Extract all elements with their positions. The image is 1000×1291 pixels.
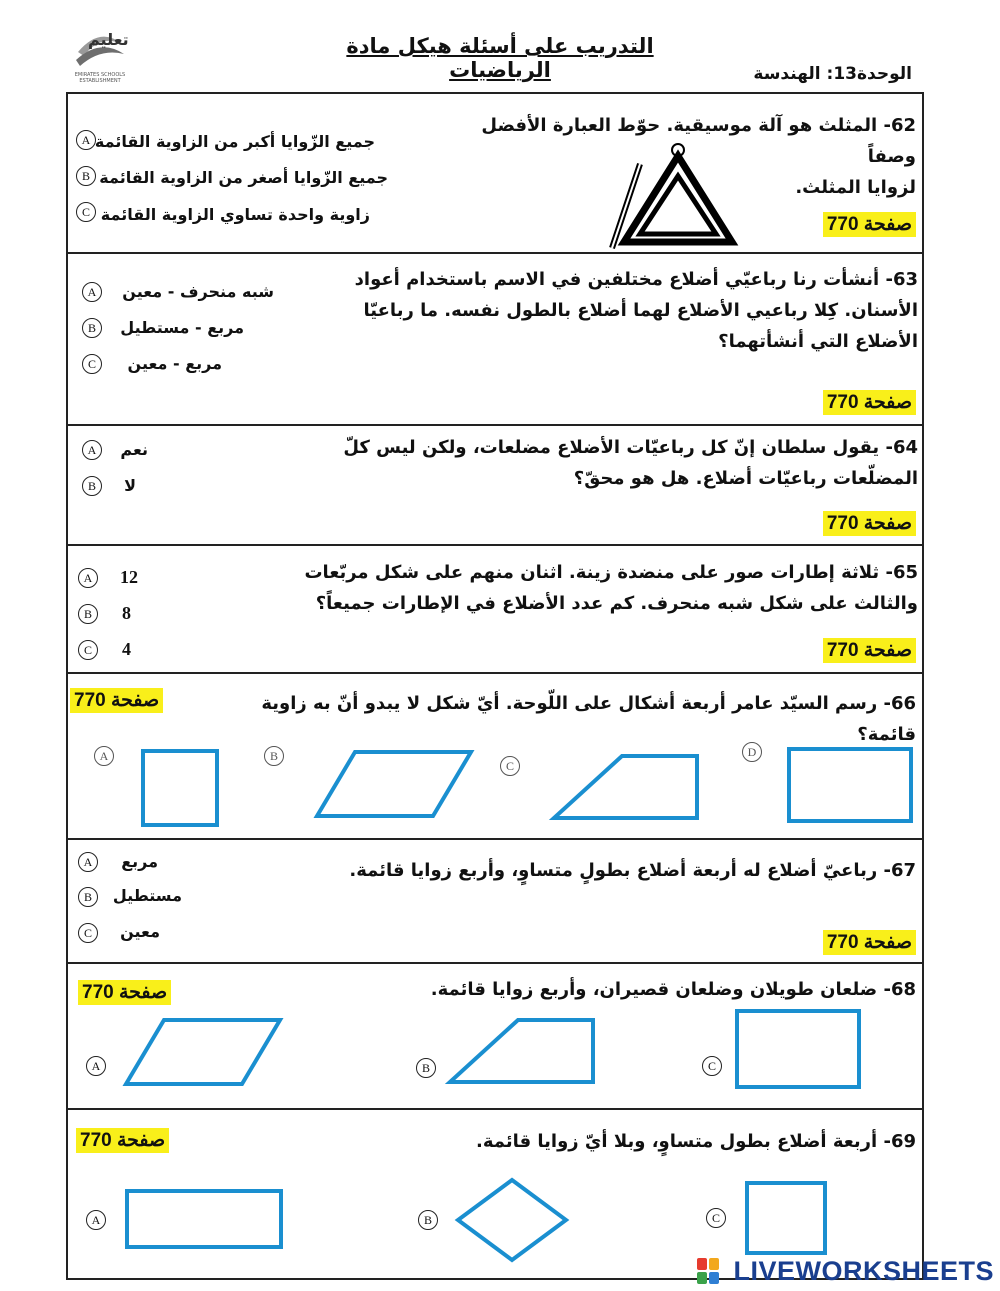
question-text-line: 64- يقول سلطان إنّ كل رباعيّات الأضلاع مضلعات، ولكن ليس كلّ: [343, 437, 918, 458]
option-text[interactable]: مربع: [121, 852, 158, 871]
question-text-line: 62- المثلث هو آلة موسيقية. حوّط العبارة الأفضل وصفاً: [481, 115, 916, 167]
page-reference: صفحة 770: [823, 212, 916, 237]
option-text[interactable]: 4: [122, 639, 131, 659]
option-text[interactable]: جميع الزّوايا أصغر من الزاوية القائمة: [99, 168, 388, 187]
option-letter-a[interactable]: A: [86, 1210, 106, 1230]
page-reference: صفحة 770: [823, 390, 916, 415]
question-text-line: 68- ضلعان طويلان وضلعان قصيران، وأربع زوايا قائمة.: [430, 979, 916, 1000]
trapezoid-shape[interactable]: [448, 1018, 598, 1086]
question-65: [298, 557, 918, 619]
question-69: [316, 1126, 916, 1157]
option-text[interactable]: جميع الزّوايا أكبر من الزاوية القائمة: [94, 132, 375, 151]
parallelogram-shape[interactable]: [124, 1018, 284, 1088]
page-reference: صفحة 770: [823, 930, 916, 955]
watermark: LIVEWORKSHEETS: [733, 1256, 994, 1286]
question-text-line: 63- أنشأت رنا رباعيّي أضلاع مختلفين في الاسم باستخدام أعواد: [354, 269, 918, 290]
page-reference: صفحة 770: [823, 638, 916, 663]
option-letter-b[interactable]: B: [264, 746, 284, 766]
option-letter-a[interactable]: A: [82, 440, 102, 460]
option-letter-c[interactable]: C: [78, 640, 98, 660]
question-63: [348, 264, 918, 357]
question-text-line: 67- رباعيّ أضلاع له أربعة أضلاع بطولٍ متساوٍ، وأربع زوايا قائمة.: [349, 860, 916, 881]
page-reference: صفحة 770: [78, 980, 171, 1005]
question-67: [316, 855, 916, 886]
question-text-line: 69- أربعة أضلاع بطول متساوٍ، وبلا أيّ زوايا قائمة.: [476, 1131, 916, 1152]
unit-label: الوحدة13: الهندسة: [753, 64, 912, 84]
option-letter-c[interactable]: C: [76, 202, 96, 222]
option-letter-c[interactable]: C: [500, 756, 520, 776]
liveworksheets-icon: [697, 1258, 723, 1286]
page-reference: صفحة 770: [70, 688, 163, 713]
option-letter-c[interactable]: C: [702, 1056, 722, 1076]
question-66: [216, 688, 916, 750]
option-letter-b[interactable]: B: [76, 166, 96, 186]
question-text-line: الأسنان. كِلا رباعيي الأضلاع لهما أضلاع بالطول نفسه. ما رباعيّا: [363, 300, 918, 321]
question-text-line: لزوايا المثلث.: [795, 177, 916, 198]
question-68: [316, 974, 916, 1005]
option-letter-d[interactable]: D: [742, 742, 762, 762]
section-divider: [66, 838, 924, 840]
question-text-line: الأضلاع التي أنشأتهما؟: [718, 331, 918, 352]
option-letter-b[interactable]: B: [82, 476, 102, 496]
option-letter-c[interactable]: C: [78, 923, 98, 943]
logo-text: تعليم: [88, 30, 129, 49]
parallelogram-shape[interactable]: [315, 750, 475, 820]
option-letter-c[interactable]: C: [706, 1208, 726, 1228]
rhombus-shape[interactable]: [456, 1178, 568, 1262]
option-text[interactable]: مستطيل: [112, 886, 182, 905]
option-text[interactable]: زاوية واحدة تساوي الزاوية القائمة: [100, 205, 370, 224]
square-shape[interactable]: [734, 1008, 862, 1090]
option-text[interactable]: نعم: [120, 440, 148, 459]
option-letter-b[interactable]: B: [416, 1058, 436, 1078]
page-title: التدريب على أسئلة هيكل مادة الرياضيات: [346, 34, 654, 82]
option-text[interactable]: مربع - مستطيل: [120, 318, 244, 337]
option-letter-a[interactable]: A: [86, 1056, 106, 1076]
section-divider: [66, 544, 924, 546]
option-letter-b[interactable]: B: [82, 318, 102, 338]
section-divider: [66, 424, 924, 426]
square-shape[interactable]: [140, 748, 220, 828]
logo-subtext: EMIRATES SCHOOLS ESTABLISHMENT: [74, 72, 126, 84]
option-letter-b[interactable]: B: [78, 887, 98, 907]
option-text[interactable]: معين: [120, 922, 160, 941]
page-reference: صفحة 770: [76, 1128, 169, 1153]
question-text-line: 65- ثلاثة إطارات صور على منضدة زينة. اثنان منهم على شكل مربّعات: [304, 562, 918, 583]
question-text-line: المضلّعات رباعيّات أضلاع. هل هو محقّ؟: [573, 468, 918, 489]
option-letter-b[interactable]: B: [418, 1210, 438, 1230]
option-letter-a[interactable]: A: [78, 568, 98, 588]
option-letter-a[interactable]: A: [76, 130, 96, 150]
emirates-schools-logo: [70, 24, 130, 94]
option-text[interactable]: لا: [124, 476, 136, 495]
option-letter-c[interactable]: C: [82, 354, 102, 374]
option-letter-b[interactable]: B: [78, 604, 98, 624]
page-reference: صفحة 770: [823, 511, 916, 536]
rectangle-shape[interactable]: [786, 746, 914, 824]
option-letter-a[interactable]: A: [94, 746, 114, 766]
section-divider: [66, 252, 924, 254]
rectangle-shape[interactable]: [124, 1188, 284, 1250]
section-divider: [66, 962, 924, 964]
question-64: [338, 432, 918, 494]
trapezoid-shape[interactable]: [552, 754, 702, 822]
option-text[interactable]: شبه منحرف - معين: [122, 282, 274, 301]
option-letter-a[interactable]: A: [78, 852, 98, 872]
question-text-line: 66- رسم السيّد عامر أربعة أشكال على اللّوحة. أيّ شكل لا يبدو أنّ به زاوية قائمة؟: [261, 693, 916, 745]
option-text[interactable]: 8: [122, 603, 131, 623]
option-text[interactable]: 12: [120, 567, 138, 587]
rectangle-shape[interactable]: [744, 1180, 828, 1256]
section-divider: [66, 672, 924, 674]
triangle-instrument-image: [604, 142, 754, 252]
option-text[interactable]: مربع - معين: [127, 354, 222, 373]
question-text-line: والثالث على شكل شبه منحرف. كم عدد الأضلاع في الإطارات جميعاً؟: [315, 593, 918, 614]
section-divider: [66, 1108, 924, 1110]
option-letter-a[interactable]: A: [82, 282, 102, 302]
